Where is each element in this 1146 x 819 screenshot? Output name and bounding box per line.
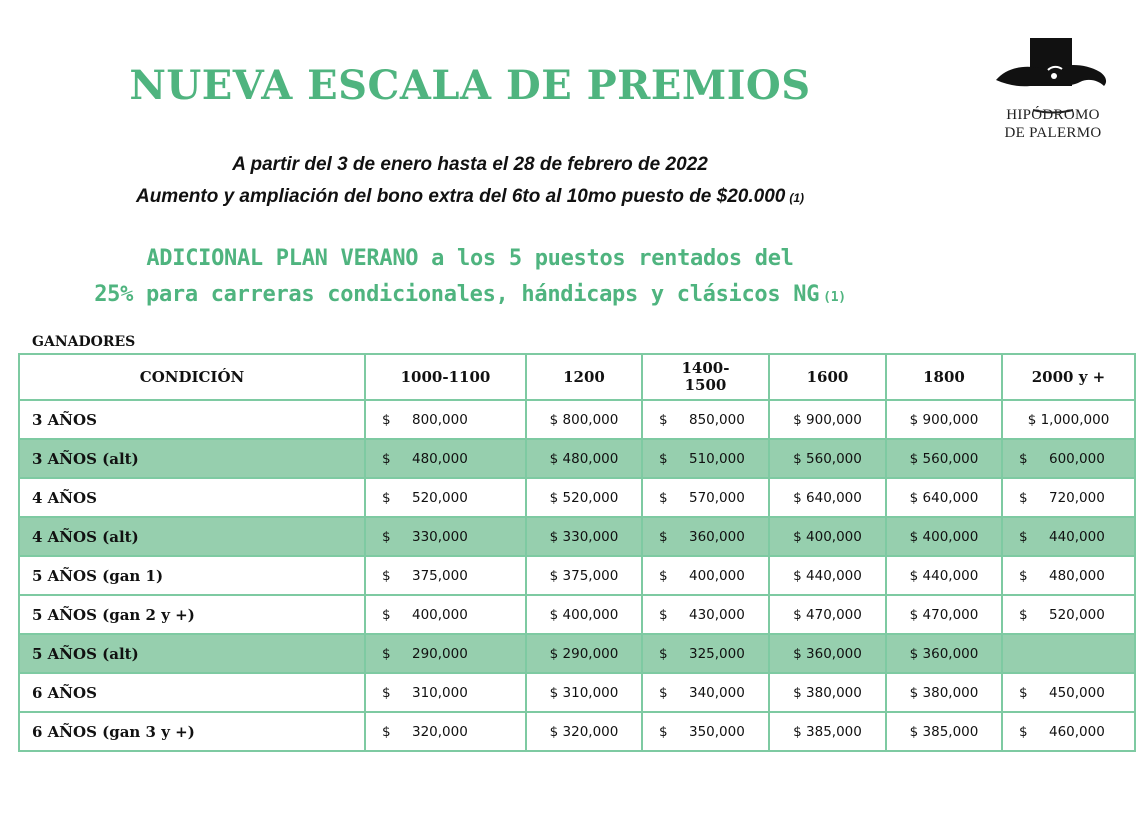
table-row xyxy=(19,556,1135,595)
prize-amount: 480,000 xyxy=(1049,567,1105,584)
prize-cell xyxy=(886,400,1002,439)
table-body xyxy=(19,400,1135,751)
prize-cell xyxy=(1002,478,1135,517)
prize-amount: 640,000 xyxy=(806,489,862,506)
prize-cell xyxy=(526,439,642,478)
currency-symbol: $ xyxy=(549,450,559,467)
prize-amount: 800,000 xyxy=(412,411,468,428)
currency-symbol: $ xyxy=(659,606,668,623)
header-1400-1500: 1400- 1500 xyxy=(642,354,769,400)
prize-amount: 520,000 xyxy=(562,489,619,506)
prize-cell xyxy=(365,673,526,712)
prize-amount: 520,000 xyxy=(412,489,468,506)
prize-amount: 380,000 xyxy=(806,684,862,701)
currency-symbol: $ xyxy=(382,684,391,701)
table-row xyxy=(19,634,1135,673)
prize-cell xyxy=(642,400,769,439)
promo-line-1 xyxy=(0,246,940,271)
prize-cell xyxy=(365,439,526,478)
prize-amount: 560,000 xyxy=(806,450,862,467)
prize-amount: 385,000 xyxy=(806,723,862,740)
prize-amount: 330,000 xyxy=(412,528,468,545)
currency-symbol: $ xyxy=(659,450,668,467)
prize-cell xyxy=(642,634,769,673)
currency-symbol: $ xyxy=(382,411,391,428)
prize-amount: 800,000 xyxy=(562,411,619,428)
currency-symbol: $ xyxy=(382,606,391,623)
currency-symbol: $ xyxy=(793,567,802,584)
prize-cell xyxy=(769,673,886,712)
prize-cell xyxy=(886,439,1002,478)
currency-symbol: $ xyxy=(549,723,559,740)
logo-line-2: DE PALERMO xyxy=(1004,125,1102,141)
row-condition: 5 AÑOS (alt) xyxy=(19,634,365,673)
currency-symbol: $ xyxy=(1019,606,1028,623)
prize-amount: 400,000 xyxy=(562,606,619,623)
logo-underline xyxy=(988,108,1118,116)
currency-symbol: $ xyxy=(793,645,802,662)
table-row xyxy=(19,400,1135,439)
prize-cell xyxy=(769,595,886,634)
prize-cell xyxy=(886,478,1002,517)
prize-amount: 400,000 xyxy=(806,528,862,545)
prize-amount: 440,000 xyxy=(922,567,979,584)
logo-line-1: HIPÓDROMO xyxy=(1006,107,1100,123)
prize-cell xyxy=(1002,712,1135,751)
prize-amount: 1,000,000 xyxy=(1040,411,1110,428)
currency-symbol: $ xyxy=(382,567,391,584)
currency-symbol: $ xyxy=(909,684,919,701)
prize-amount: 570,000 xyxy=(689,489,745,506)
currency-symbol: $ xyxy=(1019,567,1028,584)
subtitle-footnote: (1) xyxy=(789,191,805,205)
prize-cell xyxy=(886,517,1002,556)
prize-cell xyxy=(365,478,526,517)
prize-cell xyxy=(769,634,886,673)
table-row xyxy=(19,673,1135,712)
currency-symbol: $ xyxy=(793,723,802,740)
row-condition: 4 AÑOS xyxy=(19,478,365,517)
currency-symbol: $ xyxy=(793,411,802,428)
prize-amount: 640,000 xyxy=(922,489,979,506)
prize-amount: 320,000 xyxy=(412,723,468,740)
table-row xyxy=(19,439,1135,478)
prize-amount: 480,000 xyxy=(412,450,468,467)
row-condition: 6 AÑOS (gan 3 y +) xyxy=(19,712,365,751)
prize-cell xyxy=(769,712,886,751)
prize-cell xyxy=(526,595,642,634)
prize-cell xyxy=(526,478,642,517)
currency-symbol: $ xyxy=(909,723,919,740)
prize-cell xyxy=(526,712,642,751)
prize-cell xyxy=(642,517,769,556)
prize-cell xyxy=(886,634,1002,673)
prize-cell xyxy=(886,712,1002,751)
table-row xyxy=(19,595,1135,634)
row-condition: 3 AÑOS xyxy=(19,400,365,439)
prize-cell xyxy=(769,478,886,517)
prize-cell xyxy=(526,517,642,556)
prize-amount: 400,000 xyxy=(689,567,745,584)
currency-symbol: $ xyxy=(1019,489,1028,506)
prize-cell xyxy=(769,517,886,556)
prize-amount: 325,000 xyxy=(689,645,745,662)
prize-cell xyxy=(886,595,1002,634)
prize-amount: 430,000 xyxy=(689,606,745,623)
currency-symbol: $ xyxy=(659,723,668,740)
currency-symbol: $ xyxy=(909,645,919,662)
promo-line-1-text: ADICIONAL PLAN VERANO a los 5 puestos rentados del xyxy=(146,246,794,271)
prize-amount: 720,000 xyxy=(1049,489,1105,506)
prize-cell xyxy=(1002,400,1135,439)
subtitle-bonus-text: Aumento y ampliación del bono extra del 6to al 10mo puesto de $20.000 xyxy=(135,186,786,207)
prize-amount: 560,000 xyxy=(922,450,979,467)
currency-symbol: $ xyxy=(549,645,559,662)
currency-symbol: $ xyxy=(382,489,391,506)
prize-amount: 340,000 xyxy=(689,684,745,701)
currency-symbol: $ xyxy=(1019,723,1028,740)
prize-amount: 480,000 xyxy=(562,450,619,467)
prize-cell xyxy=(526,673,642,712)
prize-cell xyxy=(642,595,769,634)
prize-amount: 510,000 xyxy=(689,450,745,467)
prize-cell xyxy=(1002,556,1135,595)
prize-cell xyxy=(365,517,526,556)
prize-amount: 400,000 xyxy=(922,528,979,545)
table-header-row xyxy=(19,354,1135,400)
currency-symbol: $ xyxy=(549,606,559,623)
prize-amount: 360,000 xyxy=(689,528,745,545)
prize-cell xyxy=(1002,517,1135,556)
prize-amount: 900,000 xyxy=(922,411,979,428)
currency-symbol: $ xyxy=(793,606,802,623)
prize-amount: 360,000 xyxy=(922,645,979,662)
prize-amount: 290,000 xyxy=(412,645,468,662)
currency-symbol: $ xyxy=(382,723,391,740)
page-title: NUEVA ESCALA DE PREMIOS xyxy=(129,62,811,109)
prize-amount: 350,000 xyxy=(689,723,745,740)
prize-amount: 450,000 xyxy=(1049,684,1105,701)
table-row xyxy=(19,517,1135,556)
currency-symbol: $ xyxy=(382,450,391,467)
prize-amount: 900,000 xyxy=(806,411,862,428)
prize-amount: 380,000 xyxy=(922,684,979,701)
prize-amount: 375,000 xyxy=(562,567,619,584)
currency-symbol: $ xyxy=(1019,450,1028,467)
prize-cell xyxy=(1002,439,1135,478)
currency-symbol: $ xyxy=(909,567,919,584)
currency-symbol: $ xyxy=(659,528,668,545)
prize-amount: 470,000 xyxy=(922,606,979,623)
prize-table xyxy=(18,353,1136,752)
promo-line-2 xyxy=(0,282,940,307)
prize-cell xyxy=(886,556,1002,595)
subtitle-dates xyxy=(0,154,940,176)
header-1800: 1800 xyxy=(886,354,1002,400)
prize-amount: 385,000 xyxy=(922,723,979,740)
header-1600: 1600 xyxy=(769,354,886,400)
promo-line-2-text: 25% para carreras condicionales, hándicaps y clásicos NG xyxy=(94,282,820,307)
subtitle-bonus xyxy=(0,186,940,208)
row-condition: 4 AÑOS (alt) xyxy=(19,517,365,556)
row-condition: 6 AÑOS xyxy=(19,673,365,712)
currency-symbol: $ xyxy=(793,489,802,506)
prize-cell xyxy=(526,556,642,595)
prize-cell xyxy=(365,556,526,595)
prize-cell xyxy=(365,595,526,634)
header-1200: 1200 xyxy=(526,354,642,400)
row-condition: 5 AÑOS (gan 2 y +) xyxy=(19,595,365,634)
prize-cell xyxy=(642,712,769,751)
currency-symbol: $ xyxy=(549,528,559,545)
currency-symbol: $ xyxy=(382,645,391,662)
prize-cell xyxy=(769,556,886,595)
currency-symbol: $ xyxy=(659,645,668,662)
prize-amount: 310,000 xyxy=(562,684,619,701)
header-condicion: CONDICIÓN xyxy=(19,354,365,400)
currency-symbol: $ xyxy=(1019,528,1028,545)
currency-symbol: $ xyxy=(659,489,668,506)
currency-symbol: $ xyxy=(793,450,802,467)
prize-cell xyxy=(365,712,526,751)
prize-amount: 360,000 xyxy=(806,645,862,662)
currency-symbol: $ xyxy=(909,411,919,428)
prize-amount: 440,000 xyxy=(806,567,862,584)
currency-symbol: $ xyxy=(909,528,919,545)
prize-amount: 460,000 xyxy=(1049,723,1105,740)
prize-amount: 440,000 xyxy=(1049,528,1105,545)
row-condition: 3 AÑOS (alt) xyxy=(19,439,365,478)
prize-cell xyxy=(365,400,526,439)
currency-symbol: $ xyxy=(659,567,668,584)
currency-symbol: $ xyxy=(549,411,559,428)
prize-cell xyxy=(769,439,886,478)
prize-cell xyxy=(886,673,1002,712)
prize-cell xyxy=(642,439,769,478)
currency-symbol: $ xyxy=(909,450,919,467)
currency-symbol: $ xyxy=(909,489,919,506)
subtitle-dates-text: A partir del 3 de enero hasta el 28 de febrero de 2022 xyxy=(232,154,708,175)
prize-amount: 520,000 xyxy=(1049,606,1105,623)
currency-symbol: $ xyxy=(549,489,559,506)
prize-amount: 850,000 xyxy=(689,411,745,428)
table-row xyxy=(19,712,1135,751)
row-condition: 5 AÑOS (gan 1) xyxy=(19,556,365,595)
prize-cell xyxy=(526,634,642,673)
prize-cell xyxy=(642,478,769,517)
currency-symbol: $ xyxy=(382,528,391,545)
prize-cell xyxy=(642,673,769,712)
currency-symbol: $ xyxy=(793,684,802,701)
prize-cell xyxy=(365,634,526,673)
prize-amount: 470,000 xyxy=(806,606,862,623)
currency-symbol: $ xyxy=(909,606,919,623)
currency-symbol: $ xyxy=(659,684,668,701)
header-2000-plus: 2000 y + xyxy=(1002,354,1135,400)
prize-cell xyxy=(1002,595,1135,634)
prize-cell xyxy=(642,556,769,595)
section-label-ganadores: GANADORES xyxy=(32,334,136,350)
prize-cell xyxy=(769,400,886,439)
currency-symbol: $ xyxy=(1019,684,1028,701)
horse-racing-logo-icon xyxy=(988,36,1118,106)
prize-amount: 320,000 xyxy=(562,723,619,740)
table-row xyxy=(19,478,1135,517)
prize-amount: 400,000 xyxy=(412,606,468,623)
prize-cell xyxy=(526,400,642,439)
currency-symbol: $ xyxy=(659,411,668,428)
hipodromo-logo xyxy=(988,36,1118,156)
prize-cell xyxy=(1002,673,1135,712)
prize-amount: 375,000 xyxy=(412,567,468,584)
prize-cell xyxy=(1002,634,1135,673)
prize-amount: 290,000 xyxy=(562,645,619,662)
prize-amount: 330,000 xyxy=(562,528,619,545)
promo-footnote: (1) xyxy=(823,290,846,305)
currency-symbol: $ xyxy=(1027,411,1037,428)
currency-symbol: $ xyxy=(793,528,802,545)
currency-symbol: $ xyxy=(549,684,559,701)
prize-amount: 310,000 xyxy=(412,684,468,701)
currency-symbol: $ xyxy=(549,567,559,584)
prize-amount: 600,000 xyxy=(1049,450,1105,467)
header-1000-1100: 1000-1100 xyxy=(365,354,526,400)
